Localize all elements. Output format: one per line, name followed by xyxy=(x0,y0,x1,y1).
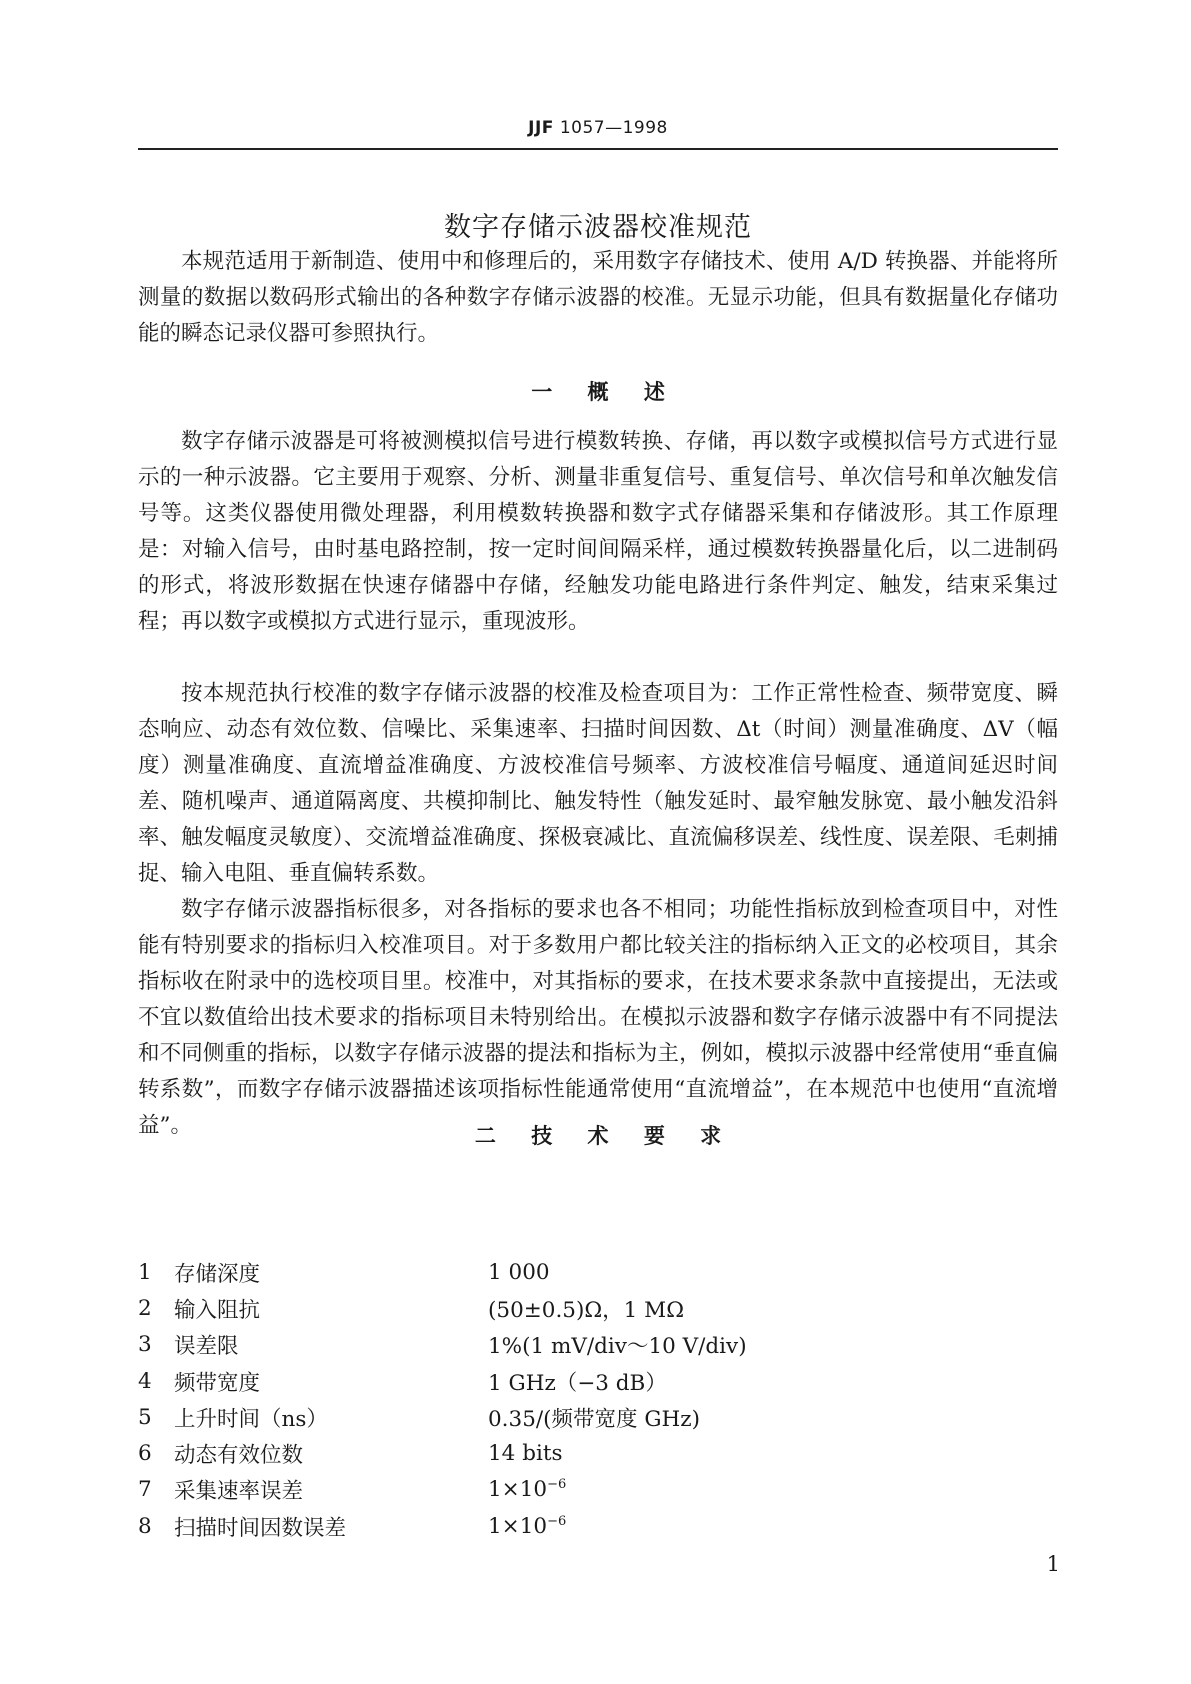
overview-paragraph-2: 按本规范执行校准的数字存储示波器的校准及检查项目为：工作正常性检查、频带宽度、瞬态响应、动态有效位数、信噪比、采集速率、扫描时间因数、Δt（时间）测量准确度、ΔV（幅度）测量准确度、直流增益准确度、方波校准信号频率、方波校准信号幅度、通道间延迟时间差、随机噪声、通道隔离度、共模抑制比、触发特性（触发延时、最窄触发脉宽、最小触发沿斜率、触发幅度灵敏度）、交流增益准确度、探极衰减比、直流偏移误差、线性度、误差限、毛刺捕捉、输入电阻、垂直偏转系数。 xyxy=(138,681,1058,886)
requirement-number: 4 xyxy=(138,1368,152,1394)
requirement-row xyxy=(138,1435,1058,1471)
requirements-list xyxy=(138,1254,1058,1544)
heading-char: 概 xyxy=(587,380,609,404)
section-heading-overview xyxy=(138,376,1058,406)
page-title: 数字存储示波器校准规范 xyxy=(444,212,752,243)
requirement-value-exponent: −6 xyxy=(547,1513,567,1529)
requirement-row xyxy=(138,1254,1058,1290)
requirement-row xyxy=(138,1399,1058,1435)
heading-char: 要 xyxy=(643,1124,665,1148)
heading-char: 求 xyxy=(700,1124,722,1148)
heading-char: 术 xyxy=(587,1124,609,1148)
heading-char: 二 xyxy=(474,1124,496,1148)
requirement-name: 频带宽度 xyxy=(174,1370,261,1396)
heading-char: 述 xyxy=(643,380,665,404)
requirement-value: 1 000 xyxy=(488,1259,550,1285)
requirement-number: 7 xyxy=(138,1477,152,1503)
overview-paragraph-1: 数字存储示波器是可将被测模拟信号进行模数转换、存储，再以数字或模拟信号方式进行显示的一种示波器。它主要用于观察、分析、测量非重复信号、重复信号、单次信号和单次触发信号等。这类仪器使用微处理器，利用模数转换器和数字式存储器采集和存储波形。其工作原理是：对输入信号，由时基电路控制，按一定时间间隔采样，通过模数转换器量化后，以二进制码的形式，将波形数据在快速存储器中存储，经触发功能电路进行条件判定、触发，结束采集过程；再以数字或模拟方式进行显示，重现波形。 xyxy=(138,429,1058,634)
requirement-name: 采集速率误差 xyxy=(174,1479,304,1505)
requirement-name: 扫描时间因数误差 xyxy=(174,1515,347,1541)
heading-char: 技 xyxy=(531,1124,553,1148)
requirement-row xyxy=(138,1472,1058,1508)
requirement-row xyxy=(138,1363,1058,1399)
overview-paragraph-3: 数字存储示波器指标很多，对各指标的要求也各不相同；功能性指标放到检查项目中，对性能有特别要求的指标归入校准项目。对于多数用户都比较关注的指标纳入正文的必校项目，其余指标收在附录中的选校项目里。校准中，对其指标的要求，在技术要求条款中直接提出，无法或不宜以数值给出技术要求的指标项目未特别给出。在模拟示波器和数字存储示波器中有不同提法和不同侧重的指标，以数字存储示波器的提法和指标为主，例如，模拟示波器中经常使用“垂直偏转系数”，而数字存储示波器描述该项指标性能通常使用“直流增益”，在本规范中也使用“直流增益”。 xyxy=(138,897,1058,1138)
heading-char: 一 xyxy=(531,380,553,404)
requirement-value-base: 1×10 xyxy=(488,1477,548,1503)
requirement-name: 动态有效位数 xyxy=(174,1443,304,1469)
requirement-value xyxy=(488,1477,1058,1502)
requirement-row xyxy=(138,1327,1058,1363)
requirement-value xyxy=(488,1514,1058,1539)
requirement-number: 5 xyxy=(138,1404,152,1430)
section-heading-requirements xyxy=(138,1120,1058,1150)
requirement-number: 8 xyxy=(138,1513,152,1539)
header-number: 1057—1998 xyxy=(559,118,668,138)
page-number: 1 xyxy=(1046,1552,1060,1576)
header-rule xyxy=(138,148,1058,150)
requirement-value: 1%(1 mV/div～10 V/div) xyxy=(488,1334,747,1360)
intro-paragraph: 本规范适用于新制造、使用中和修理后的，采用数字存储技术、使用 A/D 转换器、并能将所测量的数据以数码形式输出的各种数字存储示波器的校准。无显示功能，但具有数据量化存储功能的瞬态记录仪器可参照执行。 xyxy=(138,249,1058,346)
header-code: JJF xyxy=(528,118,554,138)
requirement-row xyxy=(138,1508,1058,1544)
requirement-value: 0.35/(频带宽度 GHz) xyxy=(488,1406,700,1432)
requirement-value-exponent: −6 xyxy=(547,1477,567,1493)
requirement-number: 1 xyxy=(138,1259,152,1285)
requirement-value-base: 1×10 xyxy=(488,1513,548,1539)
requirement-number: 3 xyxy=(138,1332,152,1358)
requirement-number: 2 xyxy=(138,1295,152,1321)
requirement-name: 存储深度 xyxy=(174,1261,261,1287)
requirement-name: 上升时间（ns） xyxy=(174,1406,328,1432)
requirement-value: (50±0.5)Ω，1 MΩ xyxy=(488,1297,685,1323)
document-header xyxy=(138,118,1058,138)
requirement-number: 6 xyxy=(138,1441,152,1467)
requirement-value: 1 GHz（−3 dB） xyxy=(488,1370,667,1396)
requirement-name: 输入阻抗 xyxy=(174,1297,261,1323)
requirement-row xyxy=(138,1290,1058,1326)
requirement-value: 14 bits xyxy=(488,1441,563,1467)
requirement-name: 误差限 xyxy=(174,1334,239,1360)
